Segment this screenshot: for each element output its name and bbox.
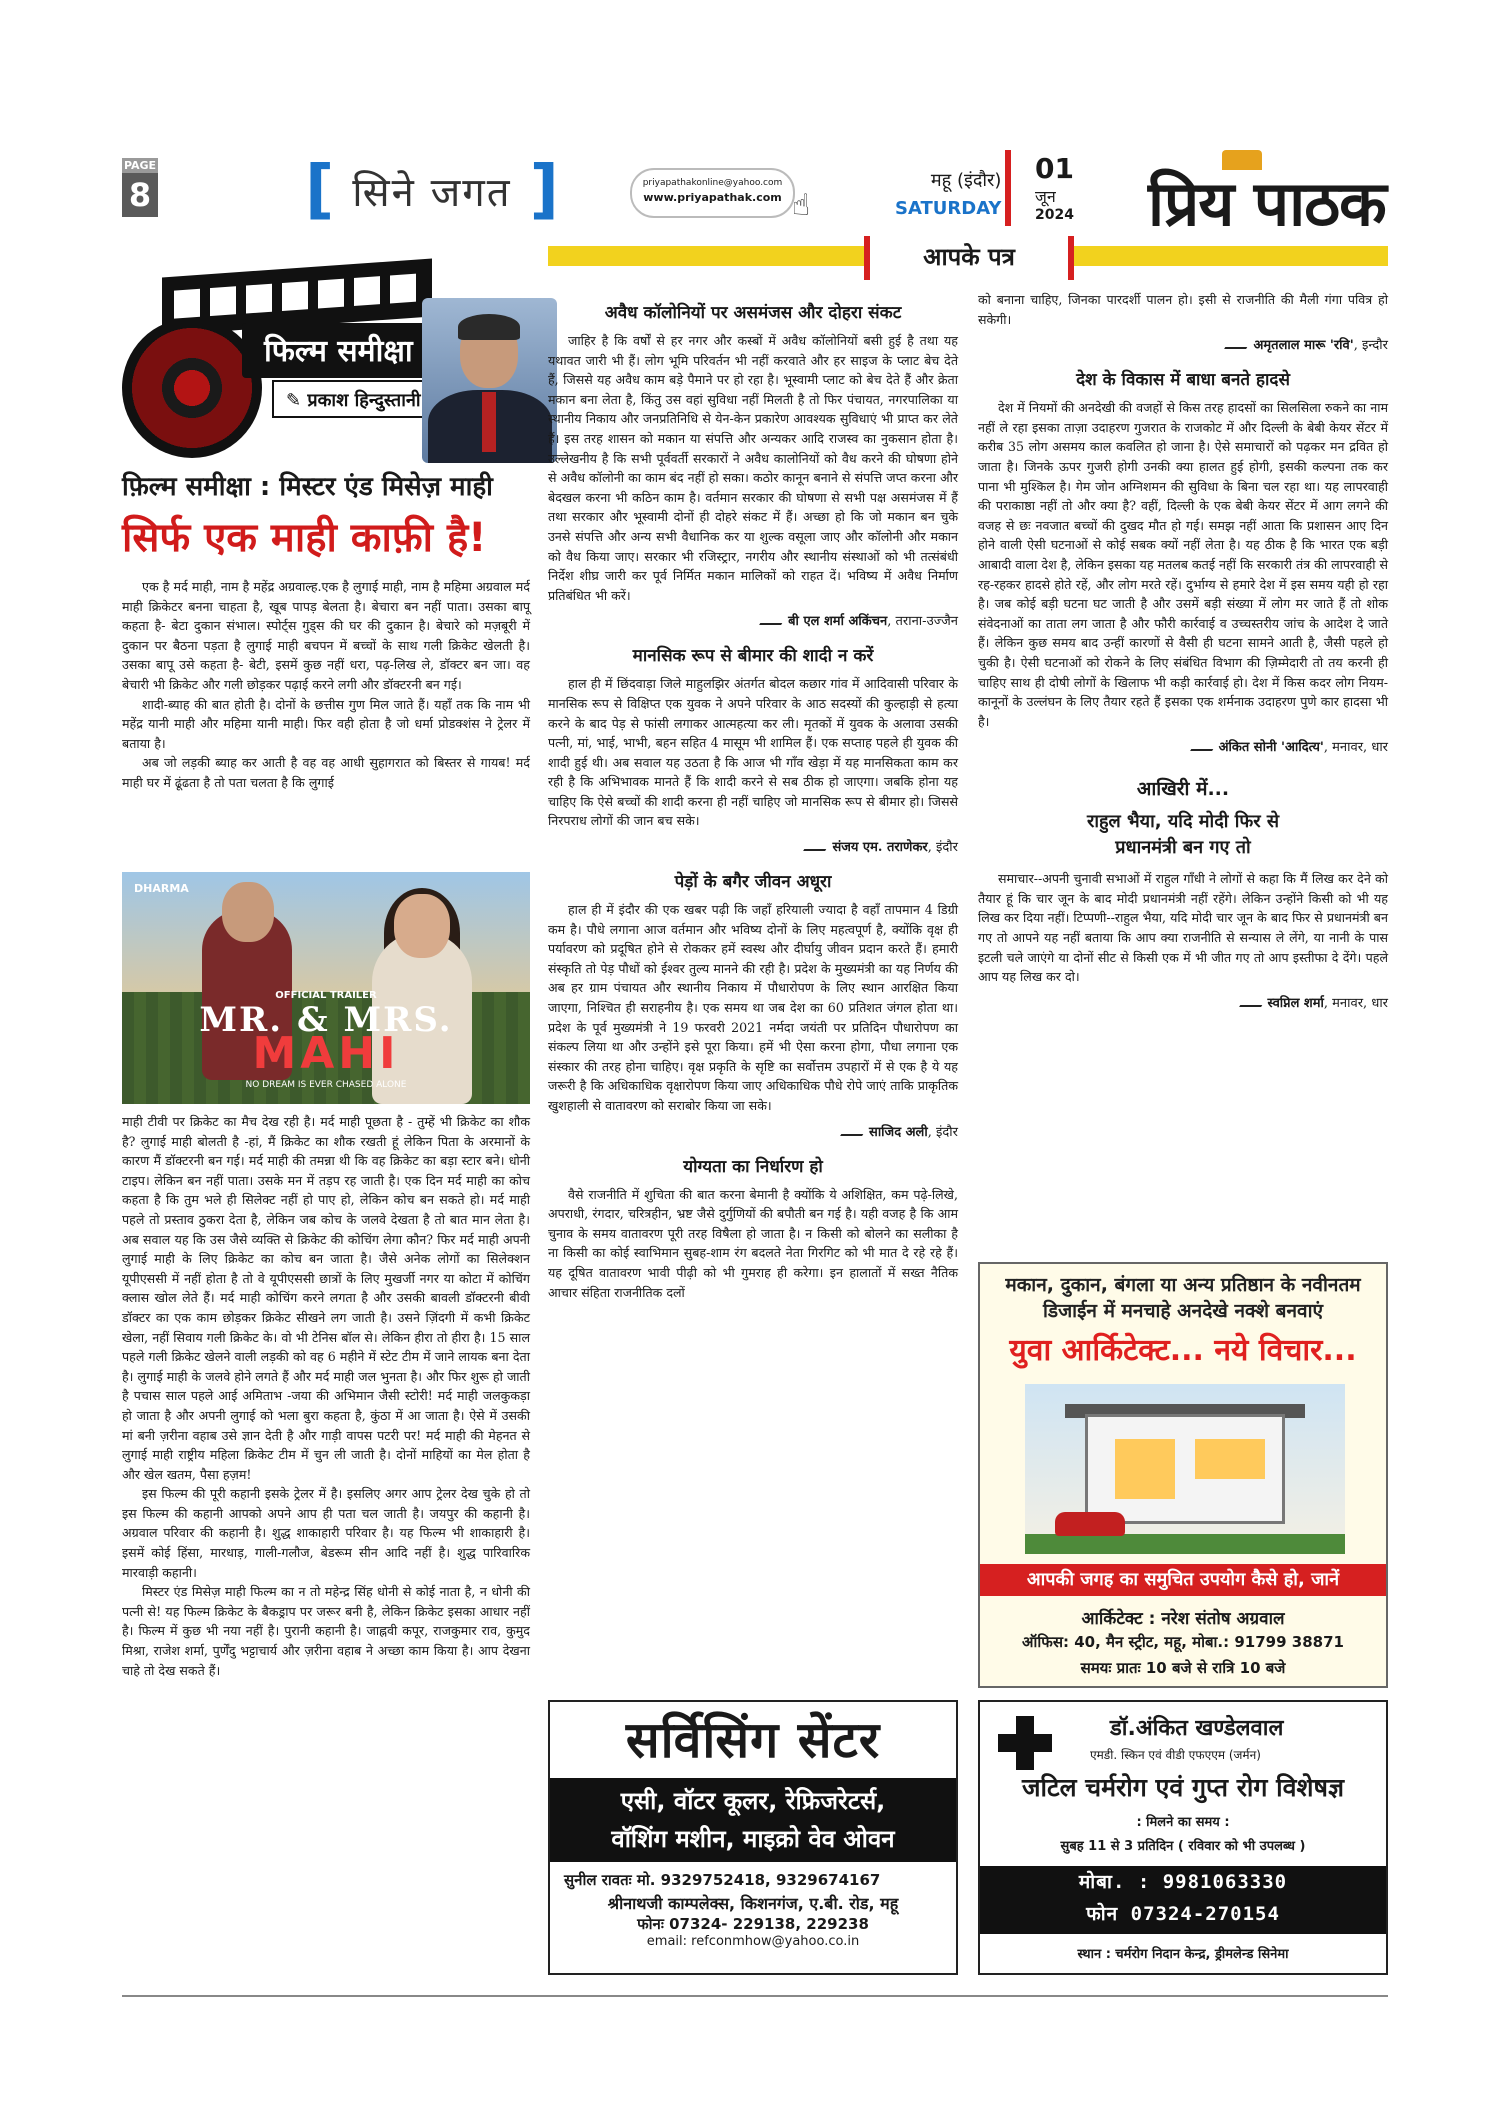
footer-rule <box>122 1995 1388 1997</box>
letter-signature: साजिद अली, इंदौर <box>548 1122 958 1140</box>
section-title <box>305 155 559 225</box>
pen-icon <box>759 615 787 625</box>
ad-contact: सुनील रावतः मो. 9329752418, 9329674167 <box>564 1871 881 1889</box>
bracket-right-icon: ] <box>529 153 559 227</box>
ad-email[interactable]: email: refconmhow@yahoo.co.in <box>646 1934 860 1949</box>
house-illustration <box>1025 1384 1345 1554</box>
datebox <box>1035 152 1074 223</box>
bracket-left-icon: [ <box>305 153 335 227</box>
film-review-article <box>122 470 530 793</box>
akhir-label: आखिरी में... <box>1136 778 1230 801</box>
letter-signature: संजय एम. तराणेकर, इंदौर <box>548 837 958 855</box>
ad-address: श्रीनाथजी काम्पलेक्स, किशनगंज, ए.बी. रोड, महू <box>607 1894 899 1913</box>
author-portrait <box>422 298 557 463</box>
pen-icon <box>840 1126 868 1136</box>
letter-item <box>548 869 958 1140</box>
letter-body: हाल ही में छिंदवाड़ा जिले माहुलझिर अंतर्गत बोदल कछार गांव में आदिवासी परिवार के मानसिक रूप से विक्षिप्त एक युवक ने अपने परिवार के आठ सदस्यों की कुल्हाड़ी से हत्या करने के बाद पेड़ से फांसी लगाकर आत्महत्या कर ली। मृतकों में युवक के अलावा उसकी पत्नी, मां, भाई, भाभी, बहन सहित 4 मासूम भी शामिल हैं। एक सप्ताह पहले ही युवक की शादी हुई थी। अब सवाल यह उठता है कि आज भी गाँव खेड़ा में यह मानसिकता काम कर रही है कि अभिभावक मानते हैं कि शादी करने से सब ठीक हो जाएगा। जबकि होना यह चाहिए कि ऐसे बच्चों की शादी करना ही नहीं चाहिए जो मानसिक रूप से बीमार हो। जिससे निरपराध लोगों की जान बच सके। <box>548 676 958 829</box>
ad-phone: फोनः 07324- 229138, 229238 <box>637 1915 869 1933</box>
letter-signature: स्वप्निल शर्मा, मनावर, धार <box>978 993 1388 1011</box>
ad-line: मकान, दुकान, बंगला या अन्य प्रतिष्ठान के नवीनतम <box>1005 1274 1361 1296</box>
ad-band: एसी, वॉटर कूलर, रेफ्रिजरेटर्स, वॉशिंग मशीन, माइक्रो वेव ओवन <box>550 1778 956 1862</box>
site-badge[interactable] <box>630 168 795 218</box>
letters-column-2 <box>978 290 1388 1025</box>
weekday: SATURDAY <box>895 198 1002 219</box>
pen-icon <box>804 841 832 851</box>
film-review-continued <box>122 1112 530 1680</box>
letter-item <box>548 300 958 629</box>
banner-title: फिल्म समीक्षा <box>242 323 542 378</box>
doctor-name: डॉ.अंकित खण्डेलवाल <box>1110 1716 1284 1741</box>
letter-item <box>978 367 1388 755</box>
doctor-specialty: जटिल चर्मरोग एवं गुप्त रोग विशेषज्ञ <box>1021 1773 1345 1802</box>
letter-body: जाहिर है कि वर्षों से हर नगर और कस्बों में अवैध कॉलोनियों बसी हुई है तथा यह यथावत जारी भी हैं। लोग भूमि परिवर्तन भी नहीं करवाते और हर साइज के प्लाट बेच देते हैं, जिससे यह अवैध काम बड़े पैमाने पर हो रहा है। भूस्वामी प्लाट को बेच देते हैं और क्रेता मकान बना लेता है, किंतु उस वहां सुविधा नहीं मिलती है तो फिर पंचायत, नगरपालिका या स्थानीय निकाय और जनप्रतिनिधि से येन-केन प्रकारेण आवश्यक सुविधाएं भी प्राप्त कर लेते हैं। इस तरह शासन को मकान या संपत्ति और अन्यकर आदि राजस्व का नुकसान होता है। उल्लेखनीय है कि सभी पूर्ववर्ती सरकारों ने अवैध कालोनियों को वैध करने की घोषणा होने से अवैध कॉलोनी का काम बंद नहीं हो सका। कठोर कानून बनाने से संपत्ति जप्त करना और बेदखल करना भी कठिन काम है। वर्तमान सरकार की घोषणा से सभी पक्ष असमंजस में हैं तथा सरकार और भूस्वामी दोनों ही दोहरे संकट में हैं। अच्छा हो कि जो मकान बन चुके उनसे संपत्ति और अन्य सभी वैधानिक कर या शुल्क वसूला जाए और कॉलोनी और मकान को वैध किया जाए। सरकार भी रजिस्ट्रार, नगरीय और स्थानीय संस्थाओं को भी तत्संबंधी निर्देश शीघ्र जारी कर पूर्व निर्मित मकान मालिकों को राहत दें। भविष्य में अवैध निर्माण प्रतिबंधित भी करें। <box>548 333 958 603</box>
pen-icon <box>1239 997 1267 1007</box>
letter-title: अवैध कॉलोनियों पर असमंजस और दोहरा संकट <box>604 303 902 323</box>
architect-ad <box>978 1262 1388 1688</box>
doctor-location: स्थान : चर्मरोग निदान केन्द्र, ड्रीमलेन्ड सिनेमा <box>1077 1947 1289 1962</box>
page-number: 8 <box>122 173 158 217</box>
doctor-phone: फोन 07324-270154 <box>1086 1903 1280 1925</box>
letter-title: देश के विकास में बाधा बनते हादसे <box>1076 370 1290 391</box>
review-para: एक है मर्द माही, नाम है महेंद्र अग्रवाल्ह.एक है लुगाई माही, नाम है महिमा अग्रवाल मर्द माही क्रिकेटर बनना चाहता है, खूब पापड़ बेलता है। बेचारा बन नहीं पाता। उसका बापू कहता है- बेटा दुकान संभाल। स्पोर्ट्स गुड्स की घर की दुकान है। बेचारे को मज़बूरी में दुकान पर बैठना पड़ता है लुगाई माही बचपन में बच्चों के साथ गली क्रिकेट खेलती है। उसका बापू उसे कहता है- बेटी, इसमें कुछ नहीं धरा, पढ़-लिख ले, डॉक्टर बन जा। वह बेचारी भी क्रिकेट और गली छोड़कर पढ़ाई करने लगी और डॉक्टरनी बन गई। <box>122 579 530 692</box>
review-para: इस फिल्म की पूरी कहानी इसके ट्रेलर में है। इसलिए अगर आप ट्रेलर देख चुके हो तो इस फिल्म की कहानी आपको अपने आप ही पता चल जाती है। जयपुर की कहानी है। अग्रवाल परिवार की कहानी है। शुद्ध शाकाहारी परिवार है। यह फिल्म भी शाकाहारी है। इसमें कोई हिंसा, मारधाड़, गाली-गलौज, बेडरूम सीन आदि नहीं है। शुद्ध पारिवारिक मारवाड़ी कहानी। <box>122 1486 530 1580</box>
service-center-ad <box>548 1700 958 1975</box>
page-tag <box>122 158 158 217</box>
film-review-banner <box>122 268 562 463</box>
date-year: 2024 <box>1035 207 1074 223</box>
review-subhead: सिर्फ एक माही काफ़ी है! <box>122 515 487 561</box>
red-divider <box>1005 150 1011 226</box>
pointer-hand-icon: ☝ <box>792 188 811 223</box>
letters-column-1 <box>548 290 958 1302</box>
review-para: माही टीवी पर क्रिकेट का मैच देख रही है। मर्द माही पूछता है - तुम्हें भी क्रिकेट का शौक है? लुगाई माही बोलती है -हां, मैं क्रिकेट का शौक रखती हूं लेकिन पिता के अरमानों के कारण मैं डॉक्टरनी बन गई। मर्द माही की तमन्ना थी कि वह क्रिकेट का बड़ा स्टार बने। धोनी टाइप। लेकिन बन नहीं पाता। उसके मन में तड़प रह जाती है। एक दिन मर्द माही का कोच कहता है कि तुम भले ही सिलेक्ट नहीं हो पाए हो, लेकिन कोच बन सकते हो। मर्द माही पहले तो प्रस्ताव ठुकरा देता है, लेकिन जब कोच के जलवे देखता है तो बात मान लेता है। अब सवाल यह कि उस जैसे व्यक्ति से क्रिकेट की कोचिंग लेगा कौन? फिर मर्द माही अपनी लुगाई माही के लिए क्रिकेट का कोच बन जाता है। जैसे अनेक लोगों का सिलेक्शन यूपीएससी में नहीं होता है तो वे यूपीएससी छात्रों के लिए मुखर्जी नगर या कोटा में कोचिंग क्लास खोल लेते हैं। मर्द माही कोचिंग करने लगता है और उसकी बावली डॉक्टरनी बीवी डॉक्टर का एक काम छोड़कर क्रिकेट सीखने लग जाती है। उसने ज़िंदगी में कभी क्रिकेट खेला, नहीं सिवाय गली क्रिकेट के। वो भी टेनिस बॉल से। लेकिन हीरा तो हीरा है। 15 साल पहले गली क्रिकेट खेलने वाली लड़की को वह 6 महीने में स्टेट टीम में जाने लायक बना देता है। लुगाई माही के जलवे होने लगते हैं और मर्द माही जल भुनता है। और फिर शुरू हो जाती है पचास साल पहले आई अमिताभ -जया की अभिमान जैसी स्टोरी! मर्द माही जलकुकड़ा हो जाता है और अपनी लुगाई को भला बुरा कहता है, कुंठा में आ जाता है। ऐसे में उसकी मां बनी ज़रीना वहाब उसे ज्ञान देती है और गाड़ी वापस पटरी पर! मर्द माही की मेहनत से लुगाई माही राष्ट्रीय महिला क्रिकेट टीम में चुन ली जाती है। दोनों माहियों का मेल होता है और खेल खतम, पैसा हज़म! <box>122 1114 530 1482</box>
city: महू (इंदौर) <box>930 170 1002 191</box>
page-label: PAGE <box>123 159 157 172</box>
medical-cross-icon <box>998 1716 1052 1770</box>
ad-line: डिजाईन में मनचाहे अनदेखे नक्शे बनवाएं <box>1042 1300 1324 1322</box>
poster-title-bottom: MAHI <box>252 1028 400 1079</box>
meet-time: सुबह 11 से 3 प्रतिदिन ( रविवार को भी उपलब्ध ) <box>1060 1839 1306 1854</box>
letter-body: हाल ही में इंदौर की एक खबर पढ़ी कि जहाँ हरियाली ज्यादा है वहाँ तापमान 4 डिग्री कम है। पौधे लगाना आज वर्तमान और भविष्य दोनों के लिए महत्वपूर्ण है, क्योंकि वृक्ष ही पर्यावरण को प्रदूषित होने से रोककर हमें स्वस्थ और दीर्घायु जीवन प्रदान करते हैं। हमारी संस्कृति तो पेड़ पौधों को ईश्वर तुल्य मानने की रही है। प्रदेश के मुख्यमंत्री का यह निर्णय की अब हर ग्राम पंचायत और स्थानीय निकाय में पौधारोपण के लिए स्थान आरक्षित किया जाएगा, निश्चित ही सराहनीय है। एक समय था जब देश का 60 प्रतिशत जंगल होता था। प्रदेश के पूर्व मुख्यमंत्री ने 19 फरवरी 2021 नर्मदा जयंती पर प्रतिदिन पौधारोपण का संकल्प लिया था और उन्होंने इसे पूरा किया। हमें भी ऐसा करना होगा, पौधा लगाना एक संस्कार की तरह होना चाहिए। वृक्ष प्रकृति के सृष्टि का सर्वोत्तम उपहारों में से एक है ये यह जरूरी है कि अधिकाधिक वृक्षारोपण किया जाए अधिकाधिक पौधे रोपे जाएं ताकि प्राकृतिक खुशहाली से वातावरण को सराबोर किया जा सके। <box>548 902 958 1113</box>
letter-title: पेड़ों के बगैर जीवन अधूरा <box>674 872 832 893</box>
letter-title: योग्यता का निर्धारण हो <box>683 1156 823 1177</box>
section-name: सिने जगत <box>352 169 512 216</box>
poster-brand: DHARMA <box>134 882 189 895</box>
review-para: शादी-ब्याह की बात होती है। दोनों के छत्तीस गुण मिल जाते हैं। यहाँ तक कि नाम भी महेंद्र यानी माही और महिमा यानी माही। फिर वही होता है जो धर्मा प्रोडक्शंस ने ट्रेलर में बताया है। <box>122 696 530 751</box>
review-para: मिस्टर एंड मिसेज़ माही फिल्म का न तो महेन्द्र सिंह धोनी से कोई नाता है, न धोनी की पत्नी से! यह फिल्म क्रिकेट के बैकड्राप पर जरूर बनी है, लेकिन क्रिकेट इसका आधार नहीं है। फिल्म में कुछ भी नया नहीं है। पुरानी कहानी है। जाह्नवी कपूर, राजकुमार राव, कुमुद मिश्रा, राजेश शर्मा, पुर्णेंदु भट्टाचार्य और ज़रीना वहाब ने अच्छा काम किया है। आप देखना चाहे तो देख सकते हैं। <box>122 1584 530 1678</box>
letter-item <box>548 1154 958 1303</box>
doctor-ad <box>978 1700 1388 1975</box>
car-icon <box>1055 1512 1125 1536</box>
ad-headline: युवा आर्किटेक्ट... नये विचार... <box>1009 1333 1357 1368</box>
review-headline: फ़िल्म समीक्षा : मिस्टर एंड मिसेज़ माही <box>122 472 493 502</box>
ad-office: ऑफिस: 40, मैन स्ट्रीट, महू, मोबा.: 91799 38871 <box>1022 1633 1344 1651</box>
doctor-mobile: मोबा. : 9981063330 <box>1078 1871 1288 1893</box>
dateline <box>895 168 1001 219</box>
letter-signature: अमृतलाल मारू 'रवि', इन्दौर <box>978 335 1388 353</box>
ad-band: आपकी जगह का समुचित उपयोग कैसे हो, जानें <box>980 1564 1386 1596</box>
meet-label: : मिलने का समय : <box>1136 1815 1230 1830</box>
date-month: जून <box>1035 187 1056 206</box>
letter-signature: बी एल शर्मा अकिंचन, तराना-उज्जैन <box>548 611 958 629</box>
poster-trailer-label: OFFICIAL TRAILER <box>275 990 377 1001</box>
letter-body: वैसे राजनीति में शुचिता की बात करना बेमानी है क्योंकि ये अशिक्षित, कम पढ़े-लिखे, अपराधी, रंगदार, चरित्रहीन, भ्रष्ट जैसे दुर्गुणियों की बपौती बन गई है। यही वजह है कि आम चुनाव के समय वातावरण पूरी तरह विषैला हो जाता है। न किसी को बोलने का सलीका है ना किसी का कोई स्वाभिमान सुबह-शाम रंग बदलते नेता गिरगिट को भी मात दे रहे रहे हैं। यह दूषित वातावरण भावी पीढ़ी को भी गुमराह ही करेगा। इन हालातों में सख्त नैतिक आचार संहिता राजनीतिक दलों <box>548 1186 958 1300</box>
letter-item <box>548 643 958 855</box>
review-para: अब जो लड़की ब्याह कर आती है वह वह आधी सुहागरात को बिस्तर से गायब! मर्द माही घर में ढूंढता है तो पता चलता है कि लुगाई <box>122 755 530 790</box>
movie-poster <box>122 872 530 1104</box>
pen-icon: ✎ <box>286 390 308 411</box>
ad-time: समयः प्रातः 10 बजे से रात्रि 10 बजे <box>1080 1659 1286 1677</box>
letter-body: देश में नियमों की अनदेखी की वजहों से किस तरह हादसों का सिलसिला रुकने का नाम नहीं ले रहा इसका ताज़ा उदाहरण गुजरात के राजकोट में और दिल्ली के बेबी केयर सेंटर में करीब 35 लोग असमय काल कवलित हो जाना है। ऐसे समाचारों को पढ़कर मन द्रवित हो जाता है। जिनके ऊपर गुजरी होगी उनकी क्या हालत हुई होगी, इसकी कल्पना तक कर पाना भी मुश्किल है। गेम जोन अग्निशमन की सुविधा के बिना चल रहा था। यह लापरवाही की पराकाष्ठा नहीं तो और क्या है? वहीं, दिल्ली के एक बेबी केयर सेंटर में आग लगने की वजह से छः नवजात बच्चों की दुखद मौत हो गई। समझ नहीं आता कि प्रशासन आए दिन होने वाली ऐसी घटनाओं से कोई सबक क्यों नहीं लेता है। यह ठीक है कि भारत एक बड़ी आबादी वाला देश है, लेकिन इसका यह मतलब कतई नहीं कि सरकारी तंत्र की लापरवाही से रह-रहकर हादसे होते रहें, और लोग मरते रहें। दुर्भाग्य से हमारे देश में इस समय यही हो रहा है। जब कोई बड़ी घटना घट जाती है और उसमें बड़ी संख्या में लोग मर जाते हैं तो शोक संवेदनाओं का ताता लग जाता है और फौरी कार्रवाई व उच्चस्तरीय जांच के आदेश दे जाते हैं। लेकिन कुछ समय बाद उन्हीं कारणों से वैसी ही घटना सामने आती है, जैसी पहले हो चुकी है। ऐसी घटनाओं को रोकने के लिए संबंधित विभाग की ज़िम्मेदारी तो तय करनी ही चाहिए साथ ही दोषी लोगों के खिलाफ भी कड़ी कार्रवाई हो। देश में किस कदर लोग नियम-कानूनों के उल्लंघन के लिए तैयार रहते हैं इसका एक शर्मनाक उदाहरण पुणे कार हादसा भी है। <box>978 400 1388 729</box>
letter-signature: अंकित सोनी 'आदित्य', मनावर, धार <box>978 737 1388 755</box>
site-url[interactable]: www.priyapathak.com <box>643 191 782 204</box>
letters-section-title: आपके पत्र <box>864 236 1074 280</box>
doctor-qualification: एमडी. स्किन एवं वीडी एफएएम (जर्मन) <box>1090 1748 1261 1762</box>
akhir-body: समाचार--अपनी चुनावी सभाओं में राहुल गाँधी ने लोगों से कहा कि मैं लिख कर देने को तैयार हूं कि चार जून के बाद मोदी प्रधानमंत्री नहीं रहेंगे। लेकिन उन्होंने किसी को भी यह लिख कर दिया नहीं। टिप्पणी--राहुल भैया, यदि मोदी चार जून के बाद फिर से प्रधानमंत्री बन गए तो आपने यह नहीं बताया कि आप क्या राजनीति से सन्यास ले लेंगे, या नानी के पास इटली चले जाएंगे या दोनों सीट से किसी एक में भी जीत गए तो आप इस्तीफा दे देंगे। पहले आप यह लिख कर दो। <box>978 871 1388 985</box>
pen-icon <box>1190 741 1218 751</box>
poster-tagline: NO DREAM IS EVER CHASED ALONE <box>245 1080 407 1090</box>
doctor-contact-block <box>980 1866 1386 1934</box>
letter-title: मानसिक रूप से बीमार की शादी न करें <box>632 646 874 667</box>
author-name: प्रकाश हिन्दुस्तानी <box>307 390 421 411</box>
masthead-logo: प्रिय पाठक <box>1148 167 1386 240</box>
ad-title: सर्विसिंग सेंटर <box>625 1711 881 1769</box>
date-day: 01 <box>1035 152 1074 185</box>
poster-title-top: MR. & MRS. <box>199 1000 453 1040</box>
akhir-item <box>978 775 1388 1011</box>
letter-body: को बनाना चाहिए, जिनका पारदर्शी पालन हो। इसी से राजनीति की मैली गंगा पवित्र हो सकेगी। <box>978 292 1388 327</box>
pen-icon <box>1225 339 1253 349</box>
site-email[interactable]: priyapathakonline@yahoo.com <box>642 178 783 188</box>
film-reel-icon <box>122 318 262 458</box>
ad-name: आर्किटेक्ट : नरेश संतोष अग्रवाल <box>1081 1609 1285 1629</box>
akhir-title: राहुल भैया, यदि मोदी फिर से प्रधानमंत्री बन गए तो <box>1086 811 1280 859</box>
